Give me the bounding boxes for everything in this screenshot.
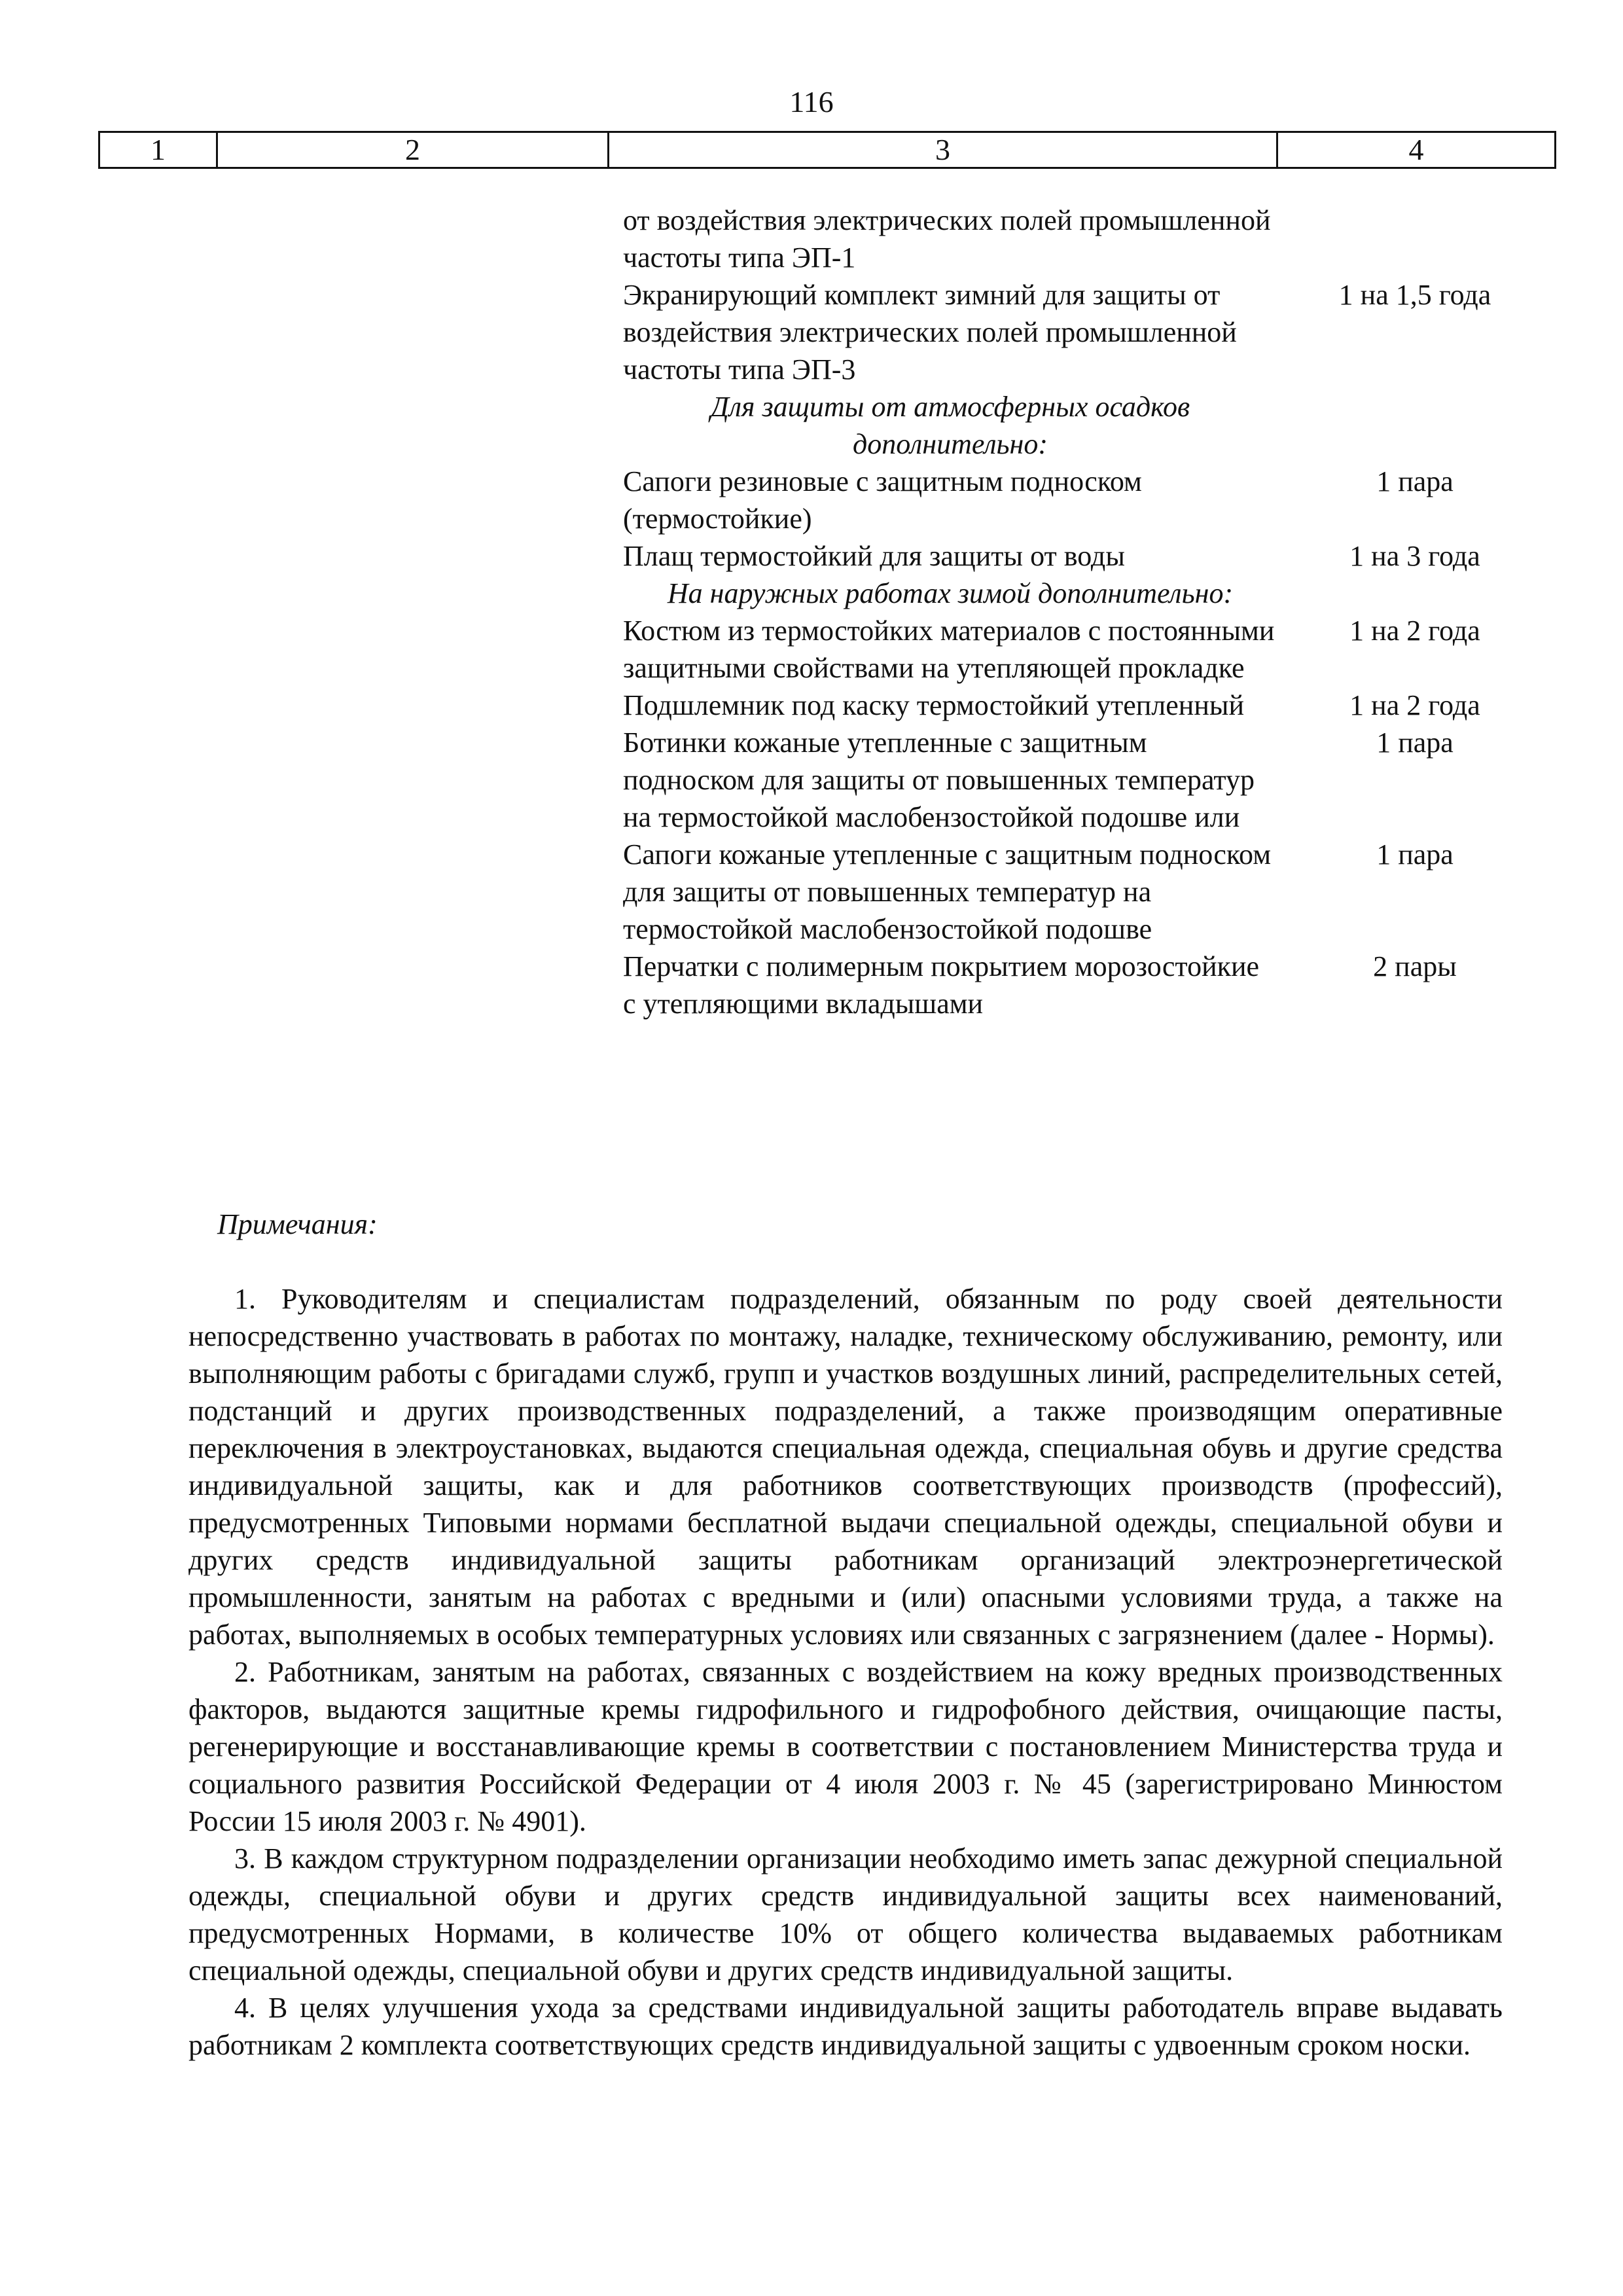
column-4-header: 4 [1408,133,1424,166]
item-quantity: 1 пара [1376,838,1454,870]
table-row [623,836,1552,948]
table-row [623,537,1552,575]
item-name: Сапоги резиновые с защитным подноском (термостойкие) [623,465,1142,535]
item-quantity: 1 на 1,5 года [1338,279,1491,311]
item-name: Экранирующий комплект зимний для защиты от воздействия электрических полей промышленной частоты типа ЭП-3 [623,279,1237,386]
notes-title: Примечания: [217,1208,378,1240]
section-heading: Для защиты от атмосферных осадков дополнительно: [710,391,1190,460]
note-paragraph: 3. В каждом структурном подразделении организации необходимо иметь запас дежурной специальной одежды, специальной обуви и других средств индивидуальной защиты всех наименований, предусмотренных Нормами, в количестве 10% от общего количества выдаваемых работникам специальной одежды, специальной обуви и других средств индивидуальной защиты. [188,1842,1503,1986]
item-name: Подшлемник под каску термостойкий утепленный [623,689,1244,721]
note-paragraph: 2. Работникам, занятым на работах, связанных с воздействием на кожу вредных производственных факторов, выдаются защитные кремы гидрофильного и гидрофобного действия, очищающие пасты, регенерирующие и восстанавливающие кремы в соответствии с постановлением Министерства труда и социального развития Российской Федерации от 4 июля 2003 г. № 45 (зарегистрировано Минюстом России 15 июля 2003 г. № 4901). [188,1656,1503,1837]
table-column-header [98,131,1556,169]
item-quantity: 1 пара [1376,726,1454,759]
table-row [623,612,1552,687]
item-quantity: 1 на 2 года [1349,689,1480,721]
notes-section [188,1280,1503,2064]
item-name: от воздействия электрических полей промышленной частоты типа ЭП-1 [623,204,1271,274]
section-heading: На наружных работах зимой дополнительно: [667,577,1234,609]
item-name: Плащ термостойкий для защиты от воды [623,540,1125,572]
item-quantity: 1 пара [1376,465,1454,497]
item-name: Ботинки кожаные утепленные с защитным подноском для защиты от повышенных температур на термостойкой маслобензостойкой подошве или [623,726,1255,833]
item-name: Сапоги кожаные утепленные с защитным подноском для защиты от повышенных температур на термостойкой маслобензостойкой подошве [623,838,1272,945]
note-paragraph: 1. Руководителям и специалистам подразделений, обязанным по роду своей деятельности непосредственно участвовать в работах по монтажу, наладке, техническому обслуживанию, ремонту, или выполняющим работы с бригадами служб, групп и участков воздушных линий, распределительных сетей, подстанций и других производственных подразделений, а также производящим оперативные переключения в электроустановках, выдаются специальная одежда, специальная обувь и другие средства индивидуальной защиты, как и для работников соответствующих производств (профессий), предусмотренных Типовыми нормами бесплатной выдачи специальной одежды, специальной обуви и других средств индивидуальной защиты работникам организаций электроэнергетической промышленности, занятым на работах с вредными и (или) опасными условиями труда, а также на работах, выполняемых в особых температурных условиях или связанных с загрязнением (далее - Нормы). [188,1283,1503,1651]
item-quantity: 1 на 2 года [1349,615,1480,647]
table-row [623,687,1552,724]
item-name: Перчатки с полимерным покрытием морозостойкие с утепляющими вкладышами [623,950,1260,1020]
table-row [623,724,1552,836]
item-quantity: 1 на 3 года [1349,540,1480,572]
item-quantity: 2 пары [1373,950,1457,982]
note-paragraph: 4. В целях улучшения ухода за средствами индивидуальной защиты работодатель вправе выдавать работникам 2 комплекта соответствующих средств индивидуальной защиты с удвоенным сроком носки. [188,1992,1503,2061]
column-3-header: 3 [609,133,1278,167]
table-row [623,276,1552,388]
page-number: 116 [789,85,834,118]
ppe-items-list [623,202,1552,1022]
item-name: Костюм из термостойких материалов с постоянными защитными свойствами на утепляющей прокладке [623,615,1275,684]
table-row [623,202,1552,276]
table-row [623,948,1552,1022]
column-2-header: 2 [218,133,609,167]
table-row [623,463,1552,537]
column-1-header: 1 [100,133,218,167]
